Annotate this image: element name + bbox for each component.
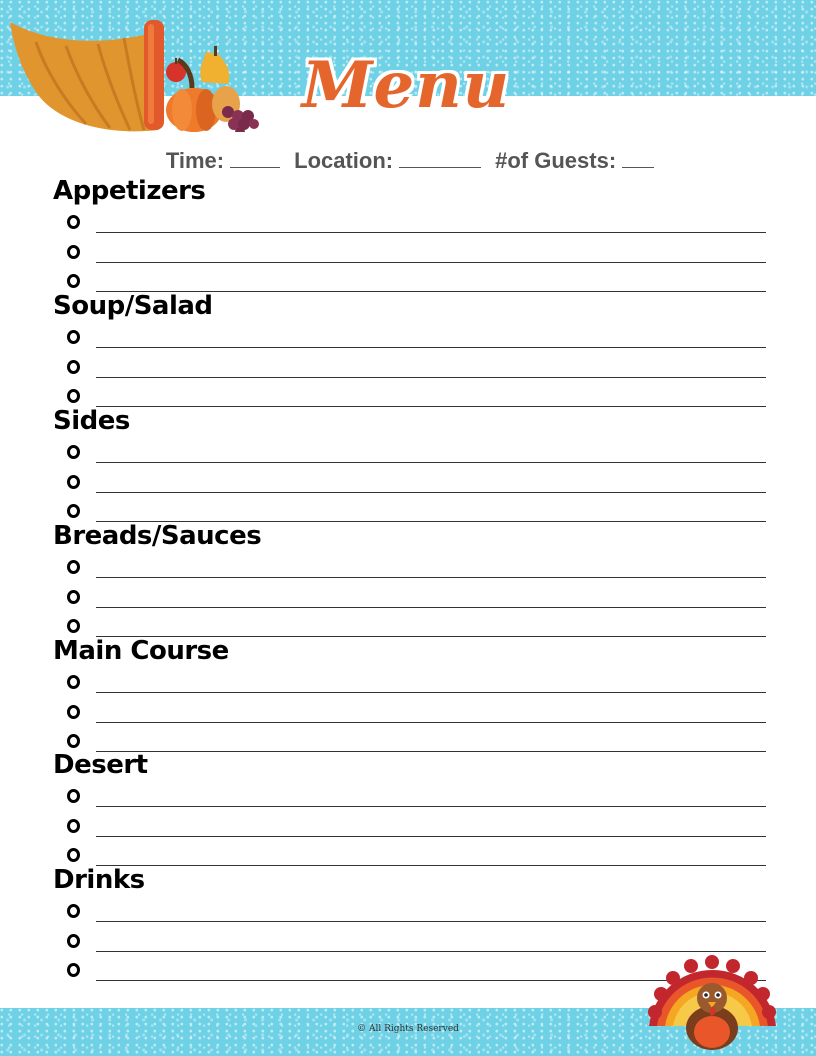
- time-field[interactable]: [166, 148, 280, 174]
- write-line[interactable]: [96, 607, 766, 608]
- write-line[interactable]: [96, 232, 766, 233]
- list-item[interactable]: [0, 838, 816, 868]
- write-line[interactable]: [96, 806, 766, 807]
- write-line[interactable]: [96, 836, 766, 837]
- section-heading: Drinks: [53, 865, 145, 895]
- bullet-icon: [67, 848, 80, 862]
- bullet-icon: [67, 963, 80, 977]
- list-item[interactable]: [0, 435, 816, 465]
- bullet-icon: [67, 389, 80, 403]
- bullet-icon: [67, 245, 80, 259]
- cornucopia-icon: [6, 12, 262, 132]
- guests-blank[interactable]: [622, 149, 654, 168]
- section-heading: Sides: [53, 406, 130, 436]
- list-item[interactable]: [0, 695, 816, 725]
- turkey-icon: [645, 950, 780, 1050]
- time-label: Time:: [165, 148, 225, 173]
- guests-field[interactable]: [495, 148, 654, 174]
- bullet-icon: [67, 504, 80, 518]
- guests-label: #of Guests:: [495, 148, 617, 173]
- list-item[interactable]: [0, 809, 816, 839]
- bullet-icon: [67, 904, 80, 918]
- bullet-icon: [67, 215, 80, 229]
- list-item[interactable]: [0, 205, 816, 235]
- section-heading: Desert: [53, 750, 148, 780]
- bullet-icon: [67, 330, 80, 344]
- location-field[interactable]: [294, 148, 481, 174]
- section-desert: [0, 750, 816, 865]
- bullet-icon: [67, 675, 80, 689]
- list-item[interactable]: [0, 379, 816, 409]
- section-heading: Breads/Sauces: [53, 521, 262, 551]
- bullet-icon: [67, 819, 80, 833]
- list-item[interactable]: [0, 320, 816, 350]
- write-line[interactable]: [96, 347, 766, 348]
- bullet-icon: [67, 705, 80, 719]
- bullet-icon: [67, 619, 80, 633]
- list-item[interactable]: [0, 465, 816, 495]
- bullet-icon: [67, 934, 80, 948]
- list-item[interactable]: [0, 264, 816, 294]
- bullet-icon: [67, 445, 80, 459]
- time-blank[interactable]: [230, 149, 280, 168]
- section-appetizers: [0, 176, 816, 291]
- list-item[interactable]: [0, 350, 816, 380]
- write-line[interactable]: [96, 377, 766, 378]
- bullet-icon: [67, 475, 80, 489]
- section-heading: Appetizers: [53, 176, 206, 206]
- section-main-course: [0, 636, 816, 751]
- list-item[interactable]: [0, 779, 816, 809]
- list-item[interactable]: [0, 494, 816, 524]
- write-line[interactable]: [96, 462, 766, 463]
- write-line[interactable]: [96, 921, 766, 922]
- write-line[interactable]: [96, 722, 766, 723]
- list-item[interactable]: [0, 665, 816, 695]
- section-breads-sauces: [0, 521, 816, 636]
- location-blank[interactable]: [399, 149, 481, 168]
- bullet-icon: [67, 789, 80, 803]
- event-info-line: [0, 148, 816, 178]
- bullet-icon: [67, 274, 80, 288]
- location-label: Location:: [294, 148, 394, 173]
- section-heading: Main Course: [53, 636, 229, 666]
- page-title: Menu: [301, 48, 511, 123]
- section-heading: Soup/Salad: [53, 291, 213, 321]
- list-item[interactable]: [0, 550, 816, 580]
- bullet-icon: [67, 590, 80, 604]
- write-line[interactable]: [96, 492, 766, 493]
- bullet-icon: [67, 560, 80, 574]
- list-item[interactable]: [0, 609, 816, 639]
- list-item[interactable]: [0, 894, 816, 924]
- list-item[interactable]: [0, 235, 816, 265]
- bullet-icon: [67, 360, 80, 374]
- list-item[interactable]: [0, 580, 816, 610]
- section-soup-salad: [0, 291, 816, 406]
- write-line[interactable]: [96, 262, 766, 263]
- copyright-notice: © All Rights Reserved: [357, 1024, 459, 1034]
- write-line[interactable]: [96, 692, 766, 693]
- section-sides: [0, 406, 816, 521]
- write-line[interactable]: [96, 577, 766, 578]
- bullet-icon: [67, 734, 80, 748]
